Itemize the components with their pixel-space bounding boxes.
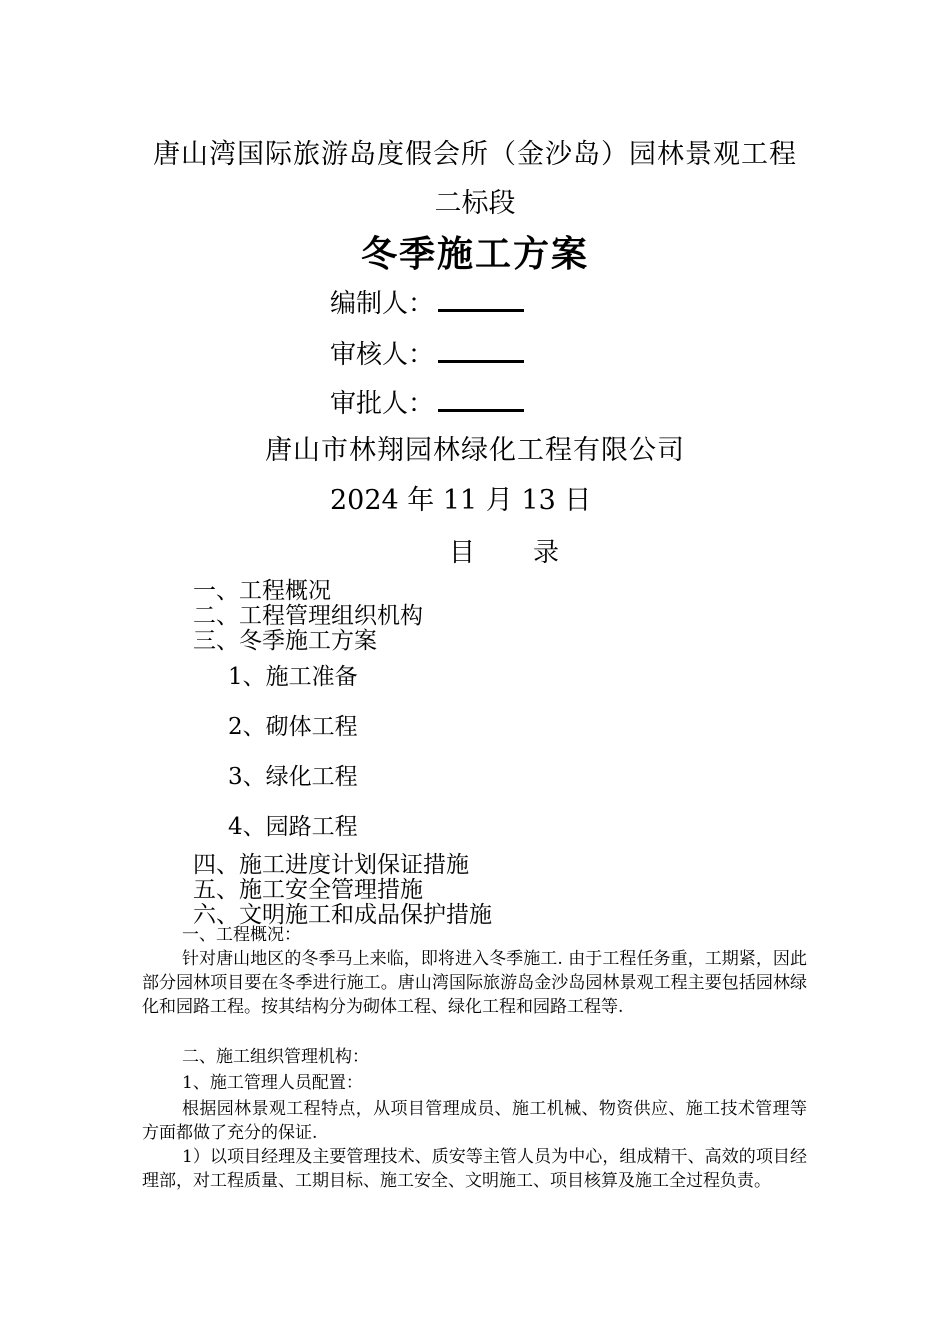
signature-reviewer [330,334,524,371]
section2-subheading: 1、施工管理人员配置： [182,1073,363,1093]
signature-label: 审核人： [330,340,435,370]
signature-label: 审批人： [330,389,435,419]
toc-subitem[interactable]: 1、施工准备 [228,664,358,690]
section2-heading: 二、施工组织管理机构： [182,1047,369,1067]
toc-subitem[interactable]: 3、绿化工程 [228,764,358,790]
section2-paragraph-2: 1）以项目经理及主要管理技术、质安等主管人员为中心，组成精干、高效的项目经理部，对工程质量、工期目标、施工安全、文明施工、项目核算及施工全过程负责。 [142,1147,807,1191]
toc-item[interactable]: 六、文明施工和成品保护措施 [193,902,492,928]
signature-approver [330,383,524,420]
signature-blank [438,338,524,363]
toc-title-left: 目 [449,538,476,568]
document-date: 2024 年 11 月 13 日 [330,485,592,516]
section1-heading: 一、工程概况： [182,925,301,945]
toc-title-right: 录 [533,538,560,568]
toc-item[interactable]: 二、工程管理组织机构 [193,603,423,629]
main-title: 冬季施工方案 [360,233,589,275]
toc-item[interactable]: 五、施工安全管理措施 [193,877,423,903]
toc-item[interactable]: 一、工程概况 [193,578,331,604]
toc-subitem[interactable]: 2、砌体工程 [228,714,358,740]
signature-blank [438,287,524,312]
company-name: 唐山市林翔园林绿化工程有限公司 [265,435,685,466]
toc-item[interactable]: 三、冬季施工方案 [193,628,377,654]
project-title-line1: 唐山湾国际旅游岛度假会所（金沙岛）园林景观工程 [153,139,797,170]
project-title-line2: 二标段 [434,188,516,219]
section2-paragraph-1: 根据园林景观工程特点，从项目管理成员、施工机械、物资供应、施工技术管理等方面都做了充分的保证. [142,1099,807,1143]
section1-paragraph: 针对唐山地区的冬季马上来临，即将进入冬季施工. 由于工程任务重，工期紧，因此部分园林项目要在冬季进行施工。唐山湾国际旅游岛金沙岛园林景观工程主要包括园林绿化和园路工程。按其结构分为砌体工程、绿化工程和园路工程等. [142,949,807,1017]
toc-item[interactable]: 四、施工进度计划保证措施 [193,852,469,878]
toc-title [449,532,559,569]
signature-label: 编制人： [330,289,435,319]
signature-blank [438,387,524,412]
toc-subitem[interactable]: 4、园路工程 [228,814,358,840]
signature-compiler [330,283,524,320]
